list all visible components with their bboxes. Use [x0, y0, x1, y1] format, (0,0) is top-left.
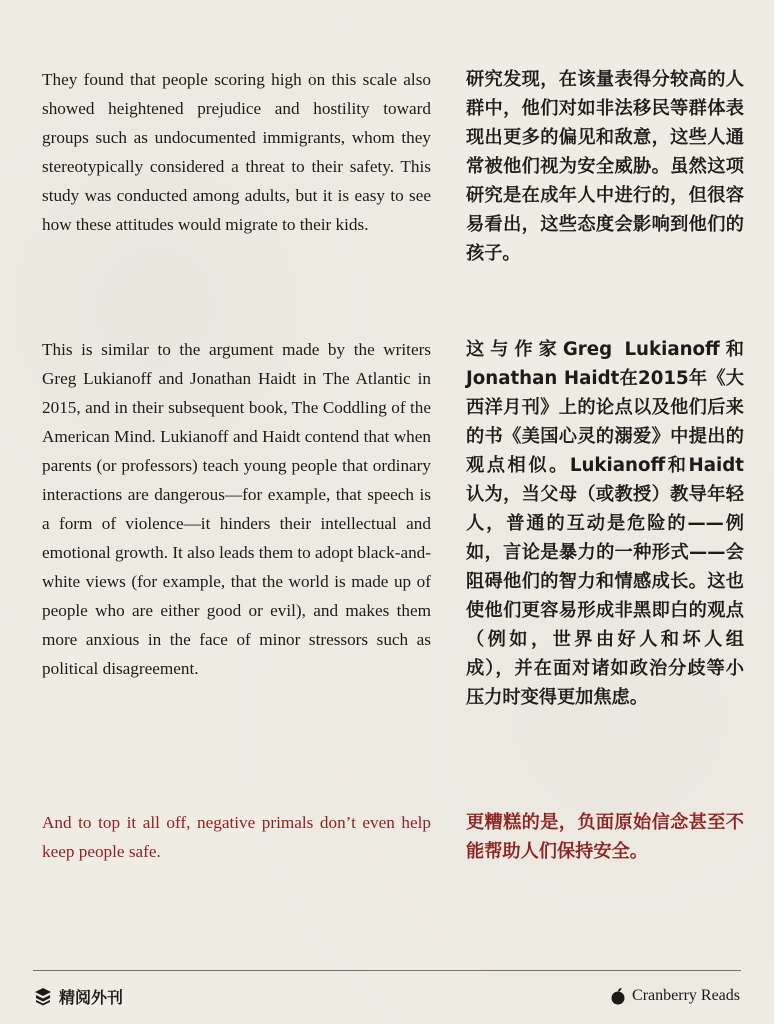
paragraph-3-chinese-highlight: 更糟糕的是，负面原始信念甚至不能帮助人们保持安全。 [466, 812, 744, 862]
footer-left-label: 精阅外刊 [59, 987, 124, 1007]
cranberry-icon [610, 987, 626, 1005]
paragraph-1-english: They found that people scoring high on this scale also showed heightened prejudice and hostility toward groups such as undocumented immigrants, whom they stereotypically considered a threat to their safety. This study was conducted among adults, but it is easy to see how these attitudes would migrate to their kids. [42, 70, 431, 234]
footer-brand-right [610, 983, 740, 1009]
footer-right-label: Cranberry Reads [632, 987, 740, 1004]
footer-brand-left [33, 983, 123, 1009]
book-logo-icon [33, 986, 53, 1006]
paragraph-2-english: This is similar to the argument made by the writers Greg Lukianoff and Jonathan Haidt in The Atlantic in 2015, and in their subsequent book, The Coddling of the American Mind. Lukianoff and Haidt contend that when parents (or professors) teach young people that ordinary interactions are dangerous—for example, that speech is a form of violence—it hinders their intellectual and emotional growth. It also leads them to adopt black-and-white views (for example, that the world is made up of people who are either good or evil), and makes them more anxious in the face of minor stressors such as political disagreement. [42, 340, 432, 678]
paragraph-3-english-highlight: And to top it all off, negative primals don’t even help keep people safe. [42, 813, 431, 861]
paragraph-1-chinese: 研究发现，在该量表得分较高的人群中，他们对如非法移民等群体表现出更多的偏见和敌意，这些人通常被他们视为安全威胁。虽然这项研究是在成年人中进行的，但很容易看出，这些态度会影响到他们的孩子。 [466, 69, 744, 264]
footer-divider [33, 970, 741, 971]
paragraph-2-chinese: 这与作家Greg Lukianoff和Jonathan Haidt在2015年《大西洋月刊》上的论点以及他们后来的书《美国心灵的溺爱》中提出的观点相似。Lukianoff和Haidt认为，当父母（或教授）教导年轻人，普通的互动是危险的——例如，言论是暴力的一种形式——会阻碍他们的智力和情感成长。这也使他们更容易形成非黑即白的观点（例如，世界由好人和坏人组成），并在面对诸如政治分歧等小压力时变得更加焦虑。 [466, 339, 744, 708]
